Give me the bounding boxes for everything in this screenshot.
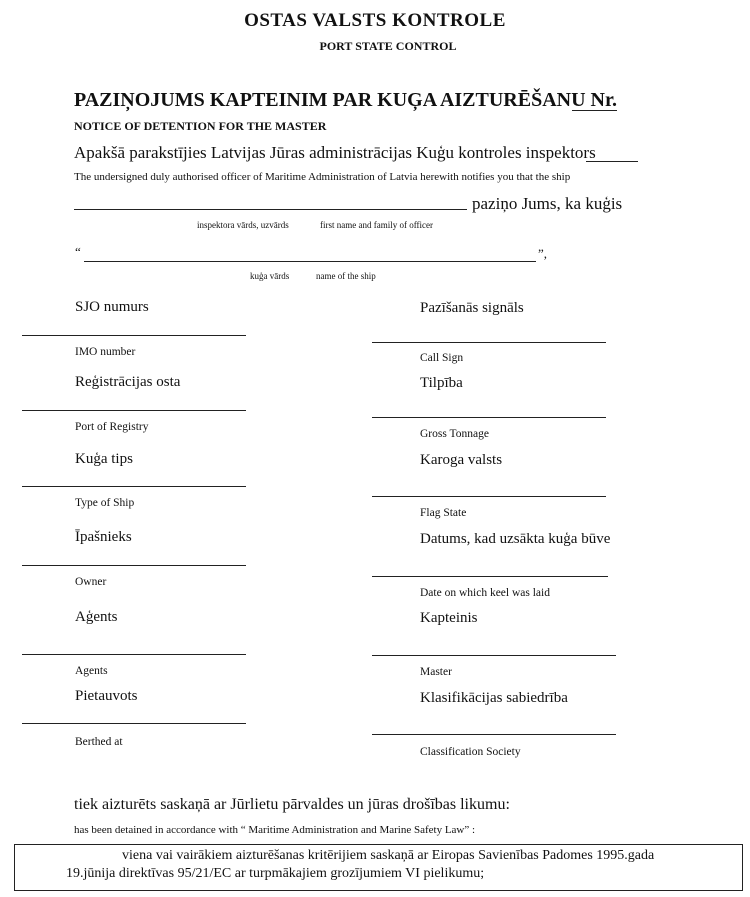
- field-owner-line[interactable]: [22, 565, 246, 566]
- field-class-line[interactable]: [372, 734, 616, 735]
- criteria-line-1: viena vai vairākiem aizturēšanas kritērijiem saskaņā ar Eiropas Savienības Padomes 1995.gada: [122, 848, 655, 863]
- field-owner-en: Owner: [75, 576, 107, 588]
- notify-lv: paziņo Jums, ka kuģis: [472, 194, 623, 213]
- field-flag-en: Flag State: [420, 507, 467, 519]
- officer-hint-lv: inspektora vārds, uzvārds: [197, 220, 289, 230]
- inspector-id-blank[interactable]: [586, 161, 638, 162]
- intro-lv: Apakšā parakstījies Latvijas Jūras administrācijas Kuģu kontroles inspektors: [74, 143, 596, 162]
- field-master-en: Master: [420, 666, 452, 678]
- ship-name-blank[interactable]: [84, 261, 536, 262]
- field-class-lv: Klasifikācijas sabiedrība: [420, 690, 568, 706]
- field-berthed-line[interactable]: [22, 723, 246, 724]
- field-keel-en: Date on which keel was laid: [420, 587, 550, 599]
- field-imo-en: IMO number: [75, 346, 136, 358]
- detention-statement-lv: tiek aizturēts saskaņā ar Jūrlietu pārvaldes un jūras drošības likumu:: [74, 796, 510, 813]
- field-registry-lv: Reģistrācijas osta: [75, 374, 181, 390]
- field-type-line[interactable]: [22, 486, 246, 487]
- form-subtitle: PORT STATE CONTROL: [319, 39, 457, 53]
- ship-hint-lv: kuģa vārds: [250, 271, 290, 281]
- field-agents-en: Agents: [75, 665, 108, 677]
- field-callsign-en: Call Sign: [420, 352, 464, 364]
- field-type-en: Type of Ship: [75, 497, 135, 509]
- field-tonnage-line[interactable]: [372, 417, 606, 418]
- field-master-line[interactable]: [372, 655, 616, 656]
- ship-hint-en: name of the ship: [316, 271, 376, 281]
- field-owner-lv: Īpašnieks: [75, 529, 132, 545]
- field-tonnage-en: Gross Tonnage: [420, 428, 489, 440]
- notice-title-en: NOTICE OF DETENTION FOR THE MASTER: [74, 119, 327, 133]
- field-agents-line[interactable]: [22, 654, 246, 655]
- field-tonnage-lv: Tilpība: [420, 375, 463, 391]
- notice-title-lv: PAZIŅOJUMS KAPTEINIM PAR KUĢA AIZTURĒŠANU Nr.: [74, 89, 618, 111]
- field-keel-lv: Datums, kad uzsākta kuģa būve: [420, 531, 611, 547]
- field-berthed-en: Berthed at: [75, 736, 123, 748]
- field-master-lv: Kapteinis: [420, 610, 478, 626]
- field-keel-line[interactable]: [372, 576, 608, 577]
- detention-statement-en: has been detained in accordance with “ Maritime Administration and Marine Safety Law” :: [74, 824, 476, 836]
- field-berthed-lv: Pietauvots: [75, 688, 138, 704]
- field-registry-en: Port of Registry: [75, 421, 149, 433]
- ship-open-quote: “: [75, 244, 81, 259]
- field-registry-line[interactable]: [22, 410, 246, 411]
- field-agents-lv: Aģents: [75, 609, 118, 625]
- criteria-line-2: 19.jūnija direktīvas 95/21/EC ar turpmākajiem grozījumiem VI pielikumu;: [66, 866, 485, 881]
- field-class-en: Classification Society: [420, 746, 521, 758]
- field-imo-lv: SJO numurs: [75, 299, 149, 315]
- officer-name-blank[interactable]: [74, 209, 467, 210]
- field-callsign-line[interactable]: [372, 342, 606, 343]
- intro-en: The undersigned duly authorised officer of Maritime Administration of Latvia herewith notifies you that the ship: [74, 171, 571, 183]
- field-type-lv: Kuģa tips: [75, 451, 133, 467]
- field-imo-line[interactable]: [22, 335, 246, 336]
- field-flag-line[interactable]: [372, 496, 606, 497]
- field-callsign-lv: Pazīšanās signāls: [420, 300, 524, 316]
- officer-hint-en: first name and family of officer: [320, 220, 434, 230]
- ship-close-quote: ”,: [538, 246, 548, 261]
- field-flag-lv: Karoga valsts: [420, 452, 503, 468]
- form-title: OSTAS VALSTS KONTROLE: [244, 10, 506, 31]
- notice-number-blank[interactable]: [572, 110, 617, 111]
